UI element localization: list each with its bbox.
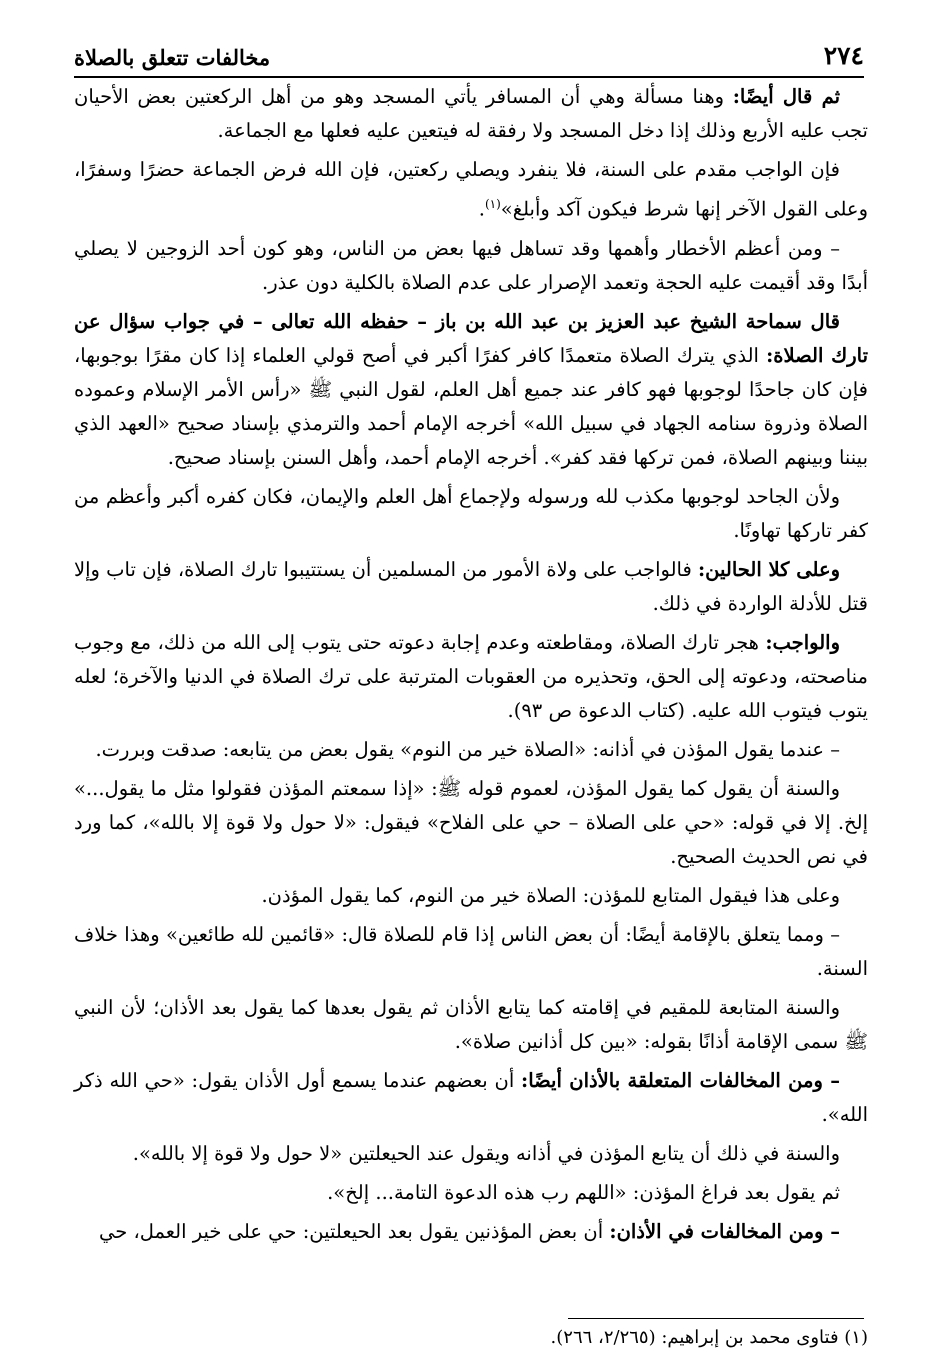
paragraph: [74, 232, 868, 300]
paragraph-lead: قال سماحة الشيخ عبد العزيز بن عبد الله بن باز – حفظه الله تعالى – في جواب سؤال عن تارك الصلاة:: [74, 309, 869, 367]
paragraph: [74, 626, 868, 728]
page-header: [74, 30, 864, 78]
paragraph: [74, 553, 868, 621]
paragraph-text: فالواجب على ولاة الأمور من المسلمين أن يستتيبوا تارك الصلاة، فإن تاب وإلا قتل للأدلة الواردة في ذلك.: [74, 557, 868, 615]
paragraph: [74, 480, 868, 548]
paragraph-text: وهنا مسألة وهي أن المسافر يأتي المسجد وهو من أهل الركعتين بعض الأحيان تجب عليه الأربع وذلك إذا دخل المسجد ولا رفقة له فيتعين عليه فعلها مع الجماعة.: [74, 85, 868, 142]
paragraph-text: – عندما يقول المؤذن في أذانه: «الصلاة خير من النوم» يقول بعض من يتابعه: صدقت وبررت.: [95, 737, 840, 761]
paragraph-text: فإن الواجب مقدم على السنة، فلا ينفرد ويصلي ركعتين، فإن الله فرض الجماعة حضرًا وسفرًا، وعلى القول الآخر إنها شرط فيكون آكد وأبلغ»: [74, 158, 868, 221]
paragraph-lead: والواجب:: [765, 630, 840, 654]
paragraph: [74, 1215, 868, 1249]
paragraph: [74, 733, 868, 767]
paragraph: [74, 879, 868, 913]
footnote-marker: (١): [484, 197, 501, 211]
paragraph-text: والسنة أن يقول كما يقول المؤذن، لعموم قوله ﷺ: «إذا سمعتم المؤذن فقولوا مثل ما يقول...» إلخ. إلا في قوله: «حي على الصلاة – حي على الفلاح» فيقول: «لا حول ولا قوة إلا بالله»، كما ورد في نص الحديث الصحيح.: [74, 776, 868, 868]
paragraph: [74, 991, 868, 1059]
paragraph: [74, 918, 868, 986]
paragraph-text: أن بعض المؤذنين يقول بعد الحيعلتين: حي على خير العمل، حي: [98, 1219, 610, 1243]
paragraph-text: والسنة في ذلك أن يتابع المؤذن في أذانه ويقول عند الحيعلتين «لا حول ولا قوة إلا بالله».: [132, 1141, 840, 1165]
paragraph-lead: ثم قال أيضًا:: [732, 85, 841, 108]
paragraph-text: – ومما يتعلق بالإقامة أيضًا: أن بعض الناس إذا قام للصلاة قال: «قائمين لله طائعين» وهذا خلاف السنة.: [74, 922, 868, 980]
paragraph-text: أن بعضهم عندما يسمع أول الأذان يقول: «حي الله ذكر الله».: [74, 1068, 868, 1126]
paragraph-text: الذي يترك الصلاة متعمدًا كافر كفرًا أكبر في أصح قولي العلماء إذا كان مقرًا بوجوبها، فإن كان جاحدًا لوجوبها فهو كافر عند جميع أهل العلم، لقول النبي ﷺ «رأس الأمر الإسلام وعموده الصلاة وذروة سنامه الجهاد في سبيل الله» أخرجه الإمام أحمد والترمذي بإسناد صحيح «العهد الذي بيننا وبينهم الصلاة، فمن تركها فقد كفر». أخرجه الإمام أحمد، وأهل السنن بإسناد صحيح.: [74, 343, 868, 469]
paragraph: [74, 1176, 868, 1210]
paragraph: [74, 772, 868, 874]
paragraph: [74, 1137, 868, 1171]
paragraph: [74, 80, 868, 148]
paragraph: [74, 153, 868, 227]
paragraph-text: – ومن أعظم الأخطار وأهمها وقد تساهل فيها بعض من الناس، وهو كون أحد الزوجين لا يصلي أبدًا وقد أقيمت عليه الحجة وتعمد الإصرار على عدم الصلاة بالكلية دون عذر.: [74, 236, 868, 294]
paragraph-lead: – ومن المخالفات في الأذان:: [609, 1219, 840, 1243]
page-body: [74, 80, 868, 1254]
paragraph-text: وعلى هذا فيقول المتابع للمؤذن: الصلاة خير من النوم، كما يقول المؤذن.: [261, 883, 840, 907]
paragraph-tail: .: [478, 197, 485, 221]
footnote-divider: [568, 1318, 864, 1319]
paragraph: [74, 1064, 868, 1132]
paragraph-text: ولأن الجاحد لوجوبها مكذب لله ورسوله ولإجماع أهل العلم والإيمان، فكان كفره أكبر وأعظم من كفر تاركها تهاونًا.: [74, 484, 868, 542]
paragraph-text: هجر تارك الصلاة، ومقاطعته وعدم إجابة دعوته حتى يتوب إلى الله من ذلك، مع وجوب مناصحته، ودعوته إلى الحق، وتحذيره من العقوبات المترتبة على ترك الصلاة في الدنيا والآخرة؛ لعله يتوب فيتوب الله عليه. (كتاب الدعوة ص ٩٣).: [74, 630, 868, 722]
paragraph-text: ثم يقول بعد فراغ المؤذن: «اللهم رب هذه الدعوة التامة... إلخ».: [327, 1180, 840, 1204]
paragraph: [74, 305, 868, 475]
paragraph-lead: وعلى كلا الحالين:: [697, 557, 841, 581]
running-title: مخالفات تتعلق بالصلاة: [74, 45, 271, 70]
footnote: (١) فتاوى محمد بن إبراهيم: (٢/٢٦٥، ٢٦٦).: [550, 1327, 868, 1348]
paragraph-lead: – ومن المخالفات المتعلقة بالأذان أيضًا:: [521, 1068, 840, 1092]
page-number: ٢٧٤: [823, 41, 864, 70]
paragraph-text: والسنة المتابعة للمقيم في إقامته كما يتابع الأذان ثم يقول بعدها كما يقول بعد الأذان؛ لأن النبي ﷺ سمى الإقامة أذانًا بقوله: «بين كل أذانين صلاة».: [74, 995, 868, 1053]
